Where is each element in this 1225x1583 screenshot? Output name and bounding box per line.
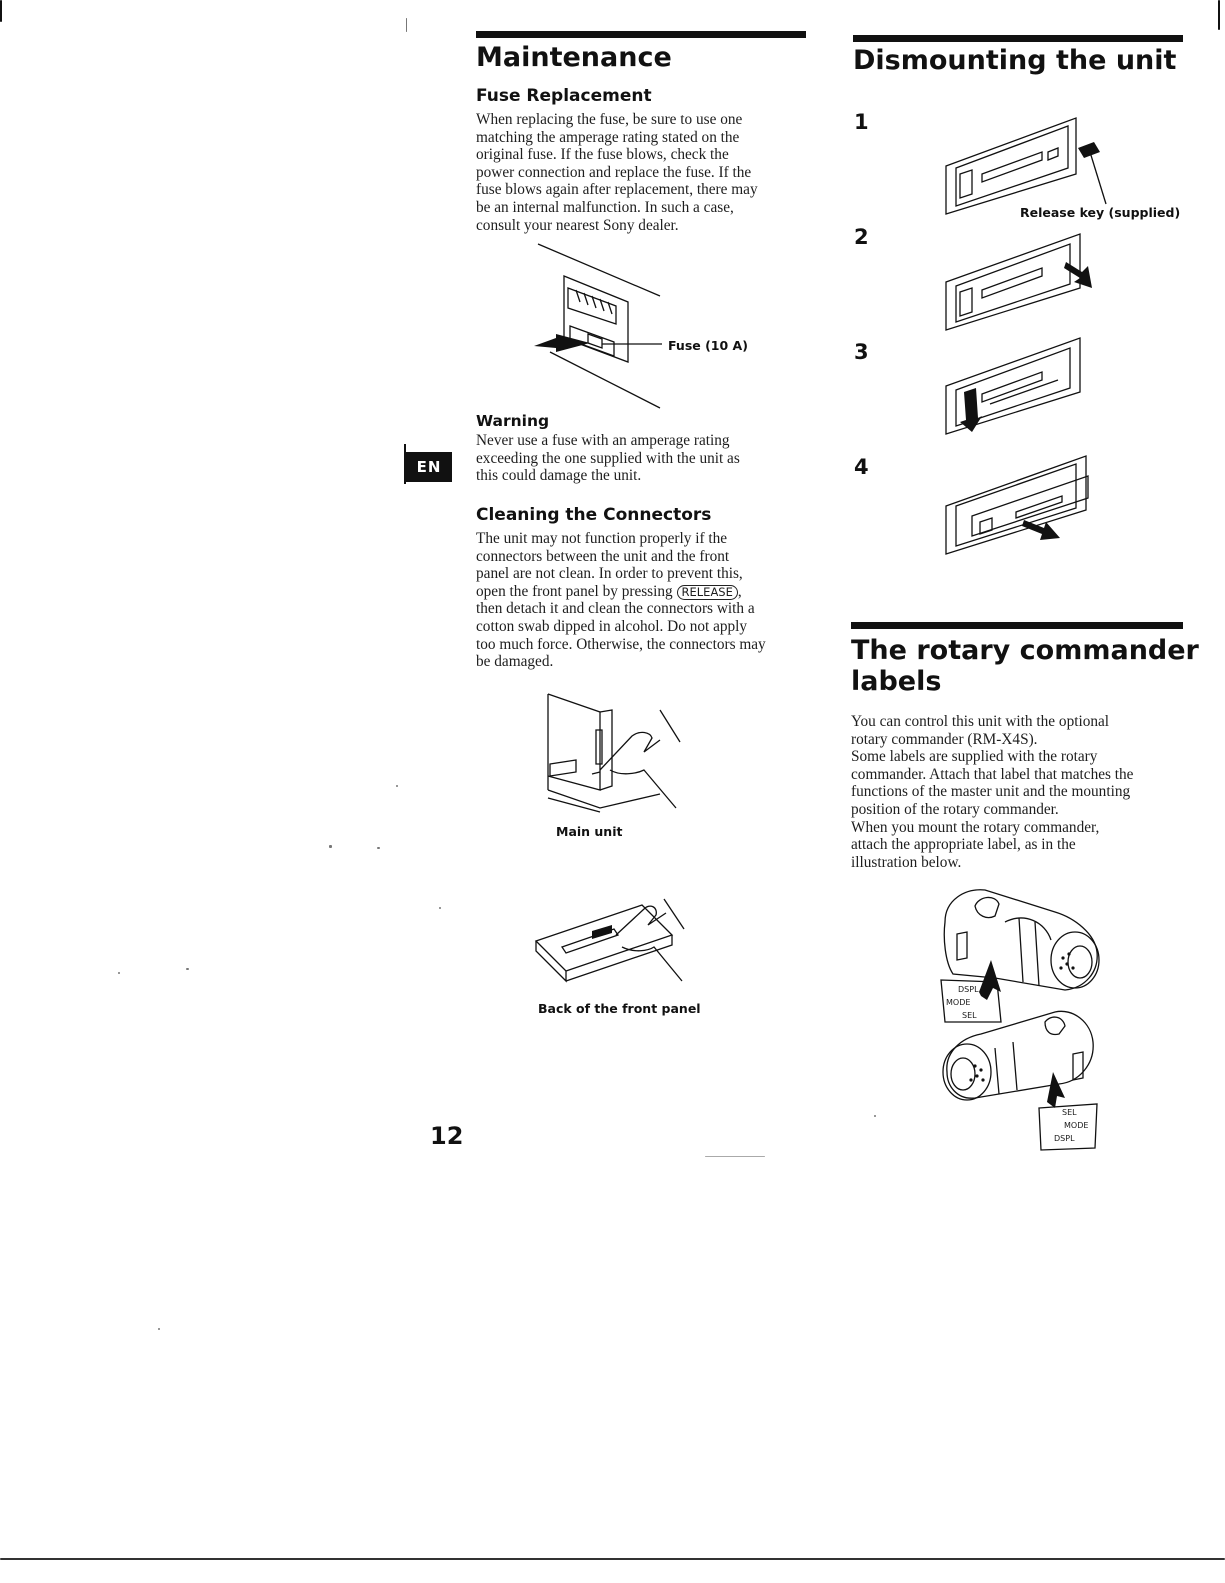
label-top-sel: SEL <box>962 1011 977 1020</box>
cleaning-text-part-2: , then detach it and clean the connectors with a cotton swab dipped in alcohol. Do not apply too much force. Otherwise, the connectors may be damaged. <box>476 582 766 671</box>
scan-speck <box>874 1115 876 1117</box>
scan-speck <box>158 1328 160 1330</box>
scan-speck <box>396 785 398 787</box>
rotary-title-line1: The rotary commander <box>851 635 1199 666</box>
scan-speck <box>705 1156 765 1157</box>
scan-bottom-edge <box>0 1558 1225 1560</box>
main-unit-caption: Main unit <box>556 824 623 839</box>
rotary-rule <box>851 622 1183 629</box>
fuse-illustration <box>530 240 670 410</box>
scan-speck <box>329 845 332 848</box>
warning-heading: Warning <box>476 412 550 430</box>
language-tab-en: EN <box>406 452 452 482</box>
cleaning-text-part-1: The unit may not function properly if the connectors between the unit and the front panel are not clean. In order to prevent this, open the front panel by pressing <box>476 530 743 600</box>
label-top-dspl: DSPL <box>958 985 979 994</box>
label-bottom-sel: SEL <box>1062 1108 1077 1117</box>
front-panel-back-caption: Back of the front panel <box>538 1001 701 1016</box>
dismount-title: Dismounting the unit <box>853 45 1177 76</box>
rotary-title-line2: labels <box>851 666 942 697</box>
scan-speck <box>406 18 407 32</box>
step-number-3: 3 <box>854 340 869 364</box>
page-number: 12 <box>430 1122 464 1150</box>
scan-speck <box>186 968 189 970</box>
dismount-rule <box>853 35 1183 42</box>
fuse-caption: Fuse (10 A) <box>668 338 748 353</box>
rotary-commander-text: You can control this unit with the optional rotary commander (RM-X4S). Some labels are supplied with the rotary commander. Attach that label that matches the functions of the master unit and the mounting position of the rotary commander. When you mount the rotary commander, attach the appropriate label, as in the illustration below. <box>851 713 1134 871</box>
maintenance-title: Maintenance <box>476 42 672 73</box>
fuse-replacement-heading: Fuse Replacement <box>476 86 652 106</box>
step-number-1: 1 <box>854 110 869 134</box>
fuse-replacement-text: When replacing the fuse, be sure to use one matching the amperage rating stated on the original fuse. If the fuse blows, check the power connection and replace the fuse. If the fuse blows again after replacement, there may be an internal malfunction. In such a case, consult your nearest Sony dealer. <box>476 111 758 234</box>
dismount-step-2-illustration <box>942 232 1102 332</box>
step-number-2: 2 <box>854 225 869 249</box>
dismount-step-3-illustration <box>942 336 1102 436</box>
cleaning-connectors-heading: Cleaning the Connectors <box>476 505 712 525</box>
scan-speck <box>118 972 120 974</box>
warning-text: Never use a fuse with an amperage rating exceeding the one supplied with the unit as this could damage the unit. <box>476 432 740 485</box>
main-unit-cleaning-illustration <box>540 690 690 815</box>
dismount-step-1-illustration <box>942 112 1122 217</box>
release-button-symbol: RELEASE <box>677 585 738 600</box>
maintenance-rule <box>476 31 806 38</box>
label-top-mode: MODE <box>946 998 971 1007</box>
front-panel-back-illustration <box>532 895 692 985</box>
dismount-step-4-illustration <box>942 452 1102 557</box>
label-bottom-dspl: DSPL <box>1054 1134 1075 1143</box>
scan-speck <box>439 907 441 909</box>
cleaning-connectors-text <box>476 530 816 671</box>
scan-speck <box>377 847 380 849</box>
step-number-4: 4 <box>854 455 869 479</box>
release-key-caption: Release key (supplied) <box>1020 205 1181 220</box>
label-bottom-mode: MODE <box>1064 1121 1089 1130</box>
scan-edge-mark <box>1218 0 1220 30</box>
scan-edge-mark <box>0 0 2 22</box>
rotary-commander-illustration <box>935 882 1105 1157</box>
